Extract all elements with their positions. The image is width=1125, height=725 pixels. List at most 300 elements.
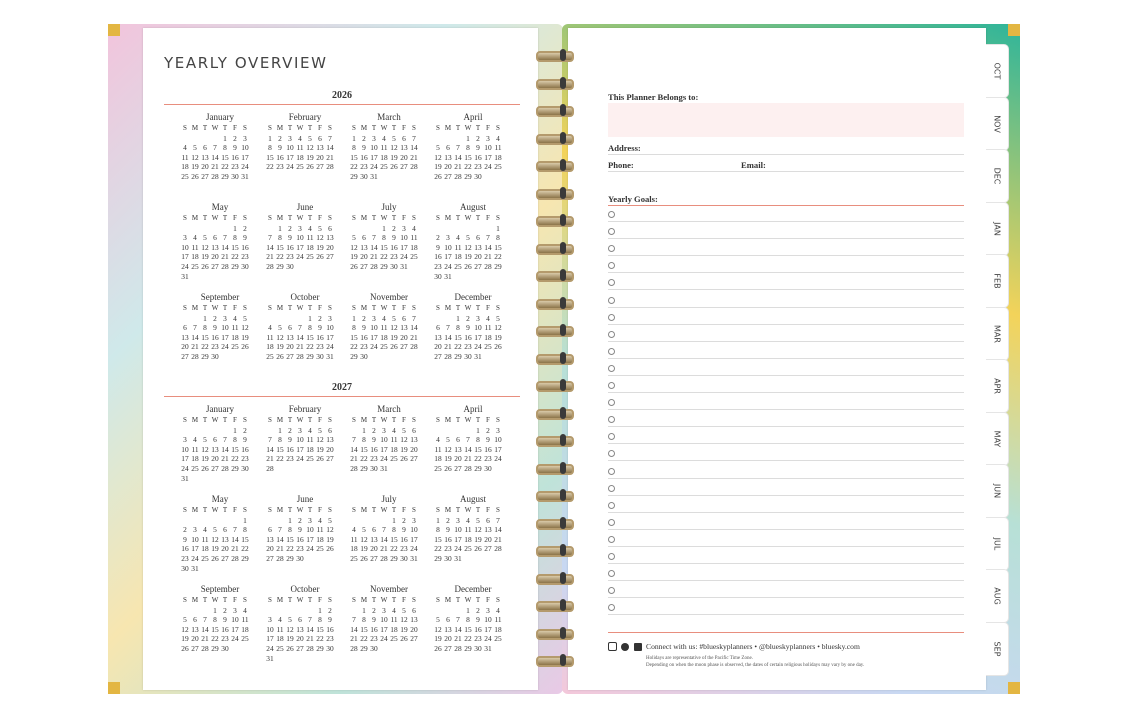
month-name: July	[381, 494, 397, 504]
day-cell: 15	[211, 624, 219, 634]
day-cell: 11	[241, 615, 249, 625]
goal-bullet-icon	[608, 536, 615, 543]
day-cell: 1	[362, 425, 366, 435]
day-cell: 9	[392, 233, 396, 243]
day-cell: 22	[231, 252, 239, 262]
day-cell: 8	[288, 525, 292, 535]
tab-jul[interactable]	[986, 517, 1009, 571]
day-cell: 8	[308, 323, 312, 333]
day-cell: 17	[370, 152, 378, 162]
day-cell: 18	[231, 332, 239, 342]
weekday-header: S M T W T F S	[436, 596, 500, 604]
day-cell: 2	[278, 133, 282, 143]
day-cell: 7	[193, 323, 197, 333]
day-cell: 17	[286, 152, 294, 162]
spiral-ring	[534, 323, 574, 337]
goal-line[interactable]	[608, 563, 964, 564]
day-cell: 13	[296, 624, 304, 634]
day-cell: 27	[454, 463, 462, 473]
day-cell: 31	[181, 473, 189, 483]
day-grid	[265, 426, 345, 474]
day-cell: 21	[221, 252, 229, 262]
day-cell: 26	[390, 342, 398, 352]
day-cell: 25	[231, 342, 239, 352]
day-cell: 9	[466, 323, 470, 333]
weekday-header: S M T W T F S	[352, 214, 416, 222]
goal-line[interactable]	[608, 580, 964, 581]
phone-label: Phone:	[608, 160, 634, 170]
day-cell: 1	[203, 313, 207, 323]
weekday-header: S M T W T F S	[183, 596, 247, 604]
day-cell: 29	[494, 261, 502, 271]
contact-line[interactable]	[608, 171, 964, 172]
day-cell: 16	[316, 332, 324, 342]
day-cell: 11	[454, 242, 462, 252]
day-grid	[349, 426, 429, 474]
day-cell: 5	[476, 515, 480, 525]
day-cell: 14	[221, 242, 229, 252]
day-cell: 12	[201, 444, 209, 454]
tab-sep[interactable]	[986, 622, 1009, 676]
day-cell: 23	[276, 162, 284, 172]
day-cell: 11	[266, 332, 274, 342]
day-cell: 16	[241, 242, 249, 252]
tab-label: JUL	[992, 537, 1002, 550]
spiral-ring	[534, 158, 574, 172]
day-cell: 20	[434, 342, 442, 352]
day-cell: 12	[400, 615, 408, 625]
weekday-header: S M T W T F S	[268, 124, 332, 132]
goal-line[interactable]	[608, 460, 964, 461]
day-cell: 20	[211, 252, 219, 262]
day-cell: 5	[496, 313, 500, 323]
day-cell: 24	[380, 634, 388, 644]
day-cell: 10	[410, 525, 418, 535]
day-cell: 8	[268, 143, 272, 153]
day-cell: 4	[278, 615, 282, 625]
day-cell: 30	[231, 171, 239, 181]
day-cell: 5	[392, 133, 396, 143]
tab-mar[interactable]	[986, 307, 1009, 361]
day-cell: 8	[466, 143, 470, 153]
day-grid	[265, 516, 345, 564]
day-cell: 7	[456, 143, 460, 153]
day-cell: 1	[318, 605, 322, 615]
tab-jun[interactable]	[986, 464, 1009, 518]
day-cell: 14	[410, 143, 418, 153]
day-cell: 5	[288, 615, 292, 625]
day-cell: 15	[464, 624, 472, 634]
goal-bullet-icon	[608, 365, 615, 372]
day-cell: 20	[400, 332, 408, 342]
day-cell: 18	[390, 624, 398, 634]
day-grid	[180, 314, 260, 362]
tab-may[interactable]	[986, 412, 1009, 466]
day-cell: 31	[181, 271, 189, 281]
cover-corner	[108, 682, 120, 694]
day-cell: 19	[211, 544, 219, 554]
day-cell: 26	[474, 544, 482, 554]
day-cell: 30	[444, 553, 452, 563]
day-cell: 19	[400, 444, 408, 454]
day-cell: 14	[296, 332, 304, 342]
day-cell: 31	[410, 553, 418, 563]
tab-label: APR	[992, 378, 1002, 394]
social-icons	[608, 641, 642, 651]
spiral-ring	[534, 351, 574, 365]
goal-line[interactable]	[608, 255, 964, 256]
day-cell: 26	[316, 252, 324, 262]
day-cell: 3	[243, 133, 247, 143]
day-cell: 14	[494, 525, 502, 535]
weekday-header: S M T W T F S	[268, 304, 332, 312]
day-cell: 6	[298, 615, 302, 625]
day-grid	[265, 134, 345, 172]
tab-aug[interactable]	[986, 569, 1009, 623]
day-cell: 22	[434, 544, 442, 554]
goal-line[interactable]	[608, 375, 964, 376]
day-cell: 23	[221, 634, 229, 644]
tab-label: DEC	[992, 167, 1002, 185]
day-cell: 6	[402, 313, 406, 323]
day-grid	[180, 606, 260, 654]
day-cell: 19	[494, 332, 502, 342]
day-cell: 21	[266, 252, 274, 262]
spiral-ring	[534, 213, 574, 227]
day-cell: 14	[454, 624, 462, 634]
day-cell: 2	[446, 515, 450, 525]
day-cell: 20	[201, 162, 209, 172]
day-cell: 26	[191, 171, 199, 181]
day-cell: 6	[456, 435, 460, 445]
day-cell: 19	[434, 162, 442, 172]
day-cell: 3	[328, 313, 332, 323]
month-december-2027	[433, 584, 513, 654]
day-cell: 6	[486, 515, 490, 525]
day-cell: 27	[410, 634, 418, 644]
tab-dec[interactable]	[986, 149, 1009, 203]
day-cell: 3	[382, 425, 386, 435]
day-cell: 22	[286, 544, 294, 554]
day-cell: 16	[370, 444, 378, 454]
day-cell: 29	[201, 351, 209, 361]
month-name: February	[288, 404, 322, 414]
day-cell: 24	[444, 261, 452, 271]
day-cell: 14	[350, 444, 358, 454]
goal-line[interactable]	[608, 307, 964, 308]
day-cell: 25	[494, 634, 502, 644]
month-name: February	[288, 112, 322, 122]
weekday-header: S M T W T F S	[436, 304, 500, 312]
day-cell: 15	[221, 152, 229, 162]
day-cell: 9	[298, 525, 302, 535]
day-cell: 15	[454, 332, 462, 342]
day-cell: 4	[382, 313, 386, 323]
tab-label: JUN	[992, 483, 1002, 499]
day-cell: 22	[494, 252, 502, 262]
spiral-ring	[534, 296, 574, 310]
goal-bullet-icon	[608, 502, 615, 509]
goal-line[interactable]	[608, 358, 964, 359]
yearly-goals-label: Yearly Goals:	[608, 194, 658, 204]
day-cell: 8	[203, 323, 207, 333]
day-cell: 4	[382, 133, 386, 143]
day-cell: 2	[243, 425, 247, 435]
day-cell: 23	[241, 454, 249, 464]
month-name: June	[296, 494, 314, 504]
day-cell: 5	[243, 313, 247, 323]
day-cell: 16	[390, 242, 398, 252]
day-cell: 24	[494, 454, 502, 464]
day-grid	[433, 426, 513, 474]
day-cell: 7	[486, 233, 490, 243]
month-july-2026	[349, 202, 429, 272]
weekday-header: S M T W T F S	[436, 124, 500, 132]
goal-line[interactable]	[608, 409, 964, 410]
day-cell: 11	[296, 143, 304, 153]
day-cell: 7	[372, 233, 376, 243]
month-august-2026	[433, 202, 513, 281]
day-cell: 4	[193, 233, 197, 243]
day-cell: 22	[454, 342, 462, 352]
day-cell: 3	[402, 223, 406, 233]
day-cell: 13	[191, 624, 199, 634]
day-cell: 10	[296, 233, 304, 243]
day-cell: 21	[410, 332, 418, 342]
month-january-2026	[180, 112, 260, 182]
day-cell: 9	[223, 615, 227, 625]
day-cell: 28	[484, 261, 492, 271]
goal-line[interactable]	[608, 597, 964, 598]
day-cell: 23	[360, 342, 368, 352]
goal-line[interactable]	[608, 529, 964, 530]
month-name: September	[200, 292, 240, 302]
month-december-2026	[433, 292, 513, 362]
month-february-2026	[265, 112, 345, 172]
day-cell: 3	[308, 515, 312, 525]
day-cell: 13	[410, 615, 418, 625]
day-cell: 18	[494, 152, 502, 162]
day-cell: 14	[266, 242, 274, 252]
tab-jan[interactable]	[986, 202, 1009, 256]
day-cell: 21	[221, 454, 229, 464]
day-cell: 14	[350, 624, 358, 634]
month-name: January	[206, 112, 234, 122]
day-cell: 5	[203, 435, 207, 445]
day-cell: 10	[191, 534, 199, 544]
day-cell: 17	[296, 242, 304, 252]
day-cell: 3	[298, 223, 302, 233]
day-cell: 26	[241, 342, 249, 352]
day-cell: 5	[318, 223, 322, 233]
day-cell: 8	[352, 143, 356, 153]
month-name: August	[459, 202, 486, 212]
tab-oct[interactable]	[986, 44, 1009, 98]
day-cell: 30	[434, 271, 442, 281]
day-cell: 24	[241, 162, 249, 172]
day-cell: 18	[181, 162, 189, 172]
day-cell: 8	[382, 233, 386, 243]
day-cell: 12	[241, 323, 249, 333]
goal-line[interactable]	[608, 272, 964, 273]
year-rule	[164, 396, 520, 397]
disclaimer-line-1: Holidays are representative of the Pacific Time Zone.	[646, 656, 753, 661]
tab-label: MAY	[992, 430, 1002, 447]
day-cell: 10	[266, 624, 274, 634]
day-cell: 24	[286, 162, 294, 172]
day-cell: 3	[183, 435, 187, 445]
day-cell: 9	[318, 323, 322, 333]
month-march-2026	[349, 112, 429, 182]
day-cell: 10	[286, 143, 294, 153]
day-cell: 20	[454, 454, 462, 464]
day-cell: 7	[268, 435, 272, 445]
day-cell: 21	[454, 634, 462, 644]
day-cell: 5	[213, 525, 217, 535]
instagram-icon[interactable]	[608, 642, 617, 651]
month-april-2027	[433, 404, 513, 474]
day-cell: 21	[350, 454, 358, 464]
day-cell: 11	[390, 435, 398, 445]
day-cell: 25	[191, 463, 199, 473]
goal-bullet-icon	[608, 519, 615, 526]
day-cell: 24	[306, 544, 314, 554]
day-cell: 24	[380, 454, 388, 464]
goal-line[interactable]	[608, 238, 964, 239]
pinterest-icon[interactable]	[621, 643, 629, 651]
goal-bullet-icon	[608, 314, 615, 321]
day-cell: 15	[360, 624, 368, 634]
spiral-ring	[534, 406, 574, 420]
day-cell: 26	[306, 162, 314, 172]
day-cell: 19	[201, 252, 209, 262]
day-cell: 25	[201, 553, 209, 563]
day-grid	[180, 224, 260, 282]
day-cell: 17	[474, 332, 482, 342]
day-cell: 24	[474, 342, 482, 352]
day-cell: 6	[328, 425, 332, 435]
day-cell: 16	[360, 332, 368, 342]
day-cell: 12	[326, 525, 334, 535]
day-cell: 23	[474, 162, 482, 172]
address-label: Address:	[608, 143, 641, 153]
day-cell: 5	[402, 425, 406, 435]
day-cell: 18	[350, 544, 358, 554]
day-cell: 25	[390, 634, 398, 644]
day-cell: 8	[362, 615, 366, 625]
day-cell: 17	[181, 252, 189, 262]
day-cell: 9	[476, 143, 480, 153]
weekday-header: S M T W T F S	[183, 416, 247, 424]
day-cell: 8	[213, 615, 217, 625]
day-cell: 21	[454, 162, 462, 172]
day-grid	[180, 134, 260, 182]
day-cell: 8	[278, 233, 282, 243]
day-cell: 17	[241, 152, 249, 162]
day-cell: 19	[316, 242, 324, 252]
day-cell: 22	[276, 454, 284, 464]
owner-name-field[interactable]	[608, 103, 964, 137]
day-cell: 30	[241, 463, 249, 473]
day-cell: 17	[191, 544, 199, 554]
day-cell: 3	[496, 425, 500, 435]
goal-line[interactable]	[608, 495, 964, 496]
day-grid	[433, 606, 513, 654]
month-may-2026	[180, 202, 260, 281]
facebook-icon[interactable]	[634, 643, 642, 651]
day-cell: 18	[276, 634, 284, 644]
month-name: November	[370, 292, 408, 302]
day-cell: 6	[372, 525, 376, 535]
day-cell: 24	[221, 342, 229, 352]
day-cell: 19	[181, 634, 189, 644]
tab-nov[interactable]	[986, 97, 1009, 151]
day-cell: 24	[266, 643, 274, 653]
month-may-2027	[180, 494, 260, 573]
day-cell: 31	[241, 171, 249, 181]
day-cell: 15	[390, 534, 398, 544]
day-cell: 20	[410, 444, 418, 454]
goal-line[interactable]	[608, 443, 964, 444]
day-cell: 28	[266, 261, 274, 271]
day-cell: 22	[201, 342, 209, 352]
day-cell: 26	[360, 553, 368, 563]
day-cell: 2	[392, 223, 396, 233]
goal-line[interactable]	[608, 392, 964, 393]
day-cell: 2	[328, 605, 332, 615]
day-cell: 24	[231, 634, 239, 644]
goal-bullet-icon	[608, 297, 615, 304]
goal-line[interactable]	[608, 426, 964, 427]
day-cell: 23	[360, 162, 368, 172]
day-cell: 27	[370, 553, 378, 563]
day-cell: 4	[243, 605, 247, 615]
day-cell: 1	[223, 133, 227, 143]
day-cell: 4	[268, 323, 272, 333]
tab-feb[interactable]	[986, 254, 1009, 308]
goal-line[interactable]	[608, 614, 964, 615]
day-cell: 10	[296, 435, 304, 445]
day-cell: 2	[362, 313, 366, 323]
day-cell: 28	[326, 162, 334, 172]
goal-line[interactable]	[608, 324, 964, 325]
day-cell: 2	[436, 233, 440, 243]
day-cell: 31	[266, 653, 274, 663]
day-cell: 20	[296, 634, 304, 644]
connect-text: Connect with us: #blueskyplanners • @blueskyplanners • bluesky.com	[646, 642, 860, 651]
month-march-2027	[349, 404, 429, 474]
goal-line[interactable]	[608, 546, 964, 547]
day-cell: 9	[288, 233, 292, 243]
tab-apr[interactable]	[986, 359, 1009, 413]
day-cell: 24	[484, 634, 492, 644]
day-cell: 14	[231, 534, 239, 544]
day-cell: 4	[436, 435, 440, 445]
day-cell: 22	[306, 342, 314, 352]
day-cell: 12	[434, 152, 442, 162]
day-cell: 1	[278, 425, 282, 435]
goal-line[interactable]	[608, 478, 964, 479]
goal-line[interactable]	[608, 221, 964, 222]
month-october-2026	[265, 292, 345, 362]
goal-line[interactable]	[608, 512, 964, 513]
day-cell: 24	[370, 162, 378, 172]
day-cell: 1	[466, 605, 470, 615]
address-line[interactable]	[608, 154, 964, 155]
goal-line[interactable]	[608, 289, 964, 290]
goal-line[interactable]	[608, 341, 964, 342]
day-cell: 23	[286, 252, 294, 262]
